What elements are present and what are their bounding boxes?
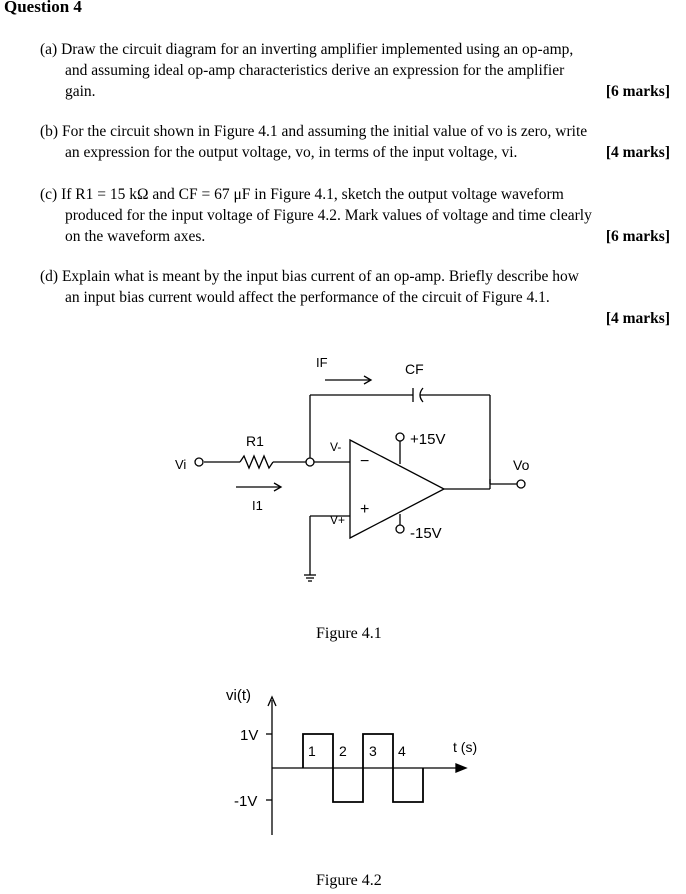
cf-label: CF: [405, 361, 424, 377]
vo-terminal: [517, 480, 525, 488]
fig2-x-tick-1: 1: [308, 743, 316, 759]
i1-label: I1: [252, 498, 263, 513]
neg-supply-label: -15V: [410, 525, 442, 542]
part-d-marks: [4 marks]: [605, 310, 670, 327]
figure-4-1-labels: [175, 355, 530, 542]
figure-4-2-caption: Figure 4.2: [316, 872, 382, 889]
vo-label: Vo: [513, 457, 530, 473]
part-c-line2: produced for the input voltage of Figure 4.2. Mark values of voltage and time clearly: [65, 207, 592, 224]
fig2-y-tick-1v: 1V: [240, 727, 259, 744]
fig2-x-tick-3: 3: [369, 743, 377, 759]
figure-4-2-labels: [226, 687, 477, 810]
neg-supply-terminal: [396, 525, 404, 533]
fig2-y-axis-label: vi(t): [226, 687, 251, 704]
fig2-y-tick-neg1v: -1V: [234, 793, 258, 810]
fig2-x-axis-label: t (s): [453, 739, 478, 755]
part-d-line2: an input bias current would affect the performance of the circuit of Figure 4.1.: [65, 289, 550, 306]
part-c-marks: [6 marks]: [605, 228, 670, 245]
part-c-line3: on the waveform axes. [6 marks]: [65, 228, 670, 245]
r1-label: R1: [246, 433, 264, 449]
vplus-label: V+: [330, 513, 346, 527]
part-a-line1: (a) Draw the circuit diagram for an inverting amplifier implemented using an op-amp,: [40, 41, 574, 58]
part-d-line1: (d) Explain what is meant by the input bias current of an op-amp. Briefly describe how: [40, 268, 579, 285]
fig2-x-tick-2: 2: [339, 743, 347, 759]
part-b-line1: (b) For the circuit shown in Figure 4.1 and assuming the initial value of vo is zero, write: [40, 123, 588, 140]
figure-4-1-caption: Figure 4.1: [316, 625, 382, 642]
summing-node: [306, 458, 314, 466]
fig2-x-tick-4: 4: [398, 743, 406, 759]
part-c-line1: (c) If R1 = 15 kΩ and CF = 67 μF in Figure 4.1, sketch the output voltage waveform: [40, 186, 564, 203]
pos-supply-terminal: [396, 433, 404, 441]
fig2-x-arrow-head: [456, 764, 466, 772]
opamp-minus-sign: −: [360, 453, 370, 470]
figure-4-2-axes: [266, 697, 466, 835]
figure-4-1-circuit: [195, 376, 525, 581]
vi-terminal: [195, 458, 203, 466]
part-b-line2: an expression for the output voltage, vo, in terms of the input voltage, vi. [4 marks]: [65, 144, 670, 161]
vminus-label: V-: [330, 440, 342, 454]
part-a-marks: [6 marks]: [605, 83, 670, 100]
if-label: IF: [316, 355, 328, 370]
part-a-line3: gain. [6 marks]: [65, 83, 670, 100]
opamp-plus-sign: +: [360, 501, 370, 518]
part-b-marks: [4 marks]: [605, 144, 670, 161]
r1-resistor: [240, 456, 273, 468]
part-a-line2: and assuming ideal op-amp characteristics derive an expression for the amplifier: [65, 62, 565, 79]
pos-supply-label: +15V: [410, 431, 446, 448]
vi-label: Vi: [175, 457, 187, 472]
question-title: Question 4: [4, 0, 82, 16]
